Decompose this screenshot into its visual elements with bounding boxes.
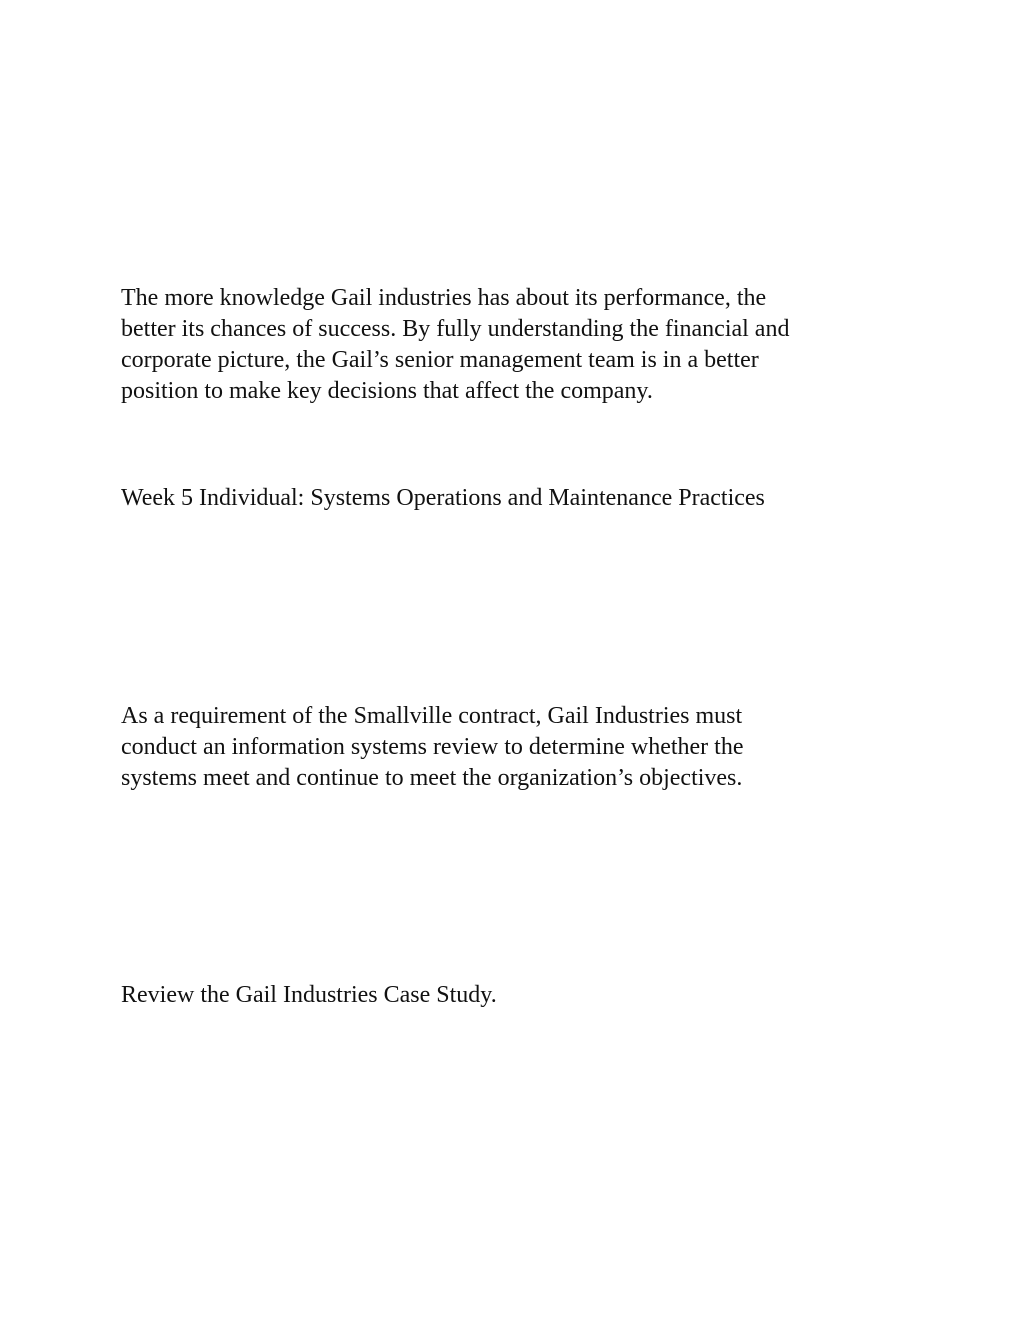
- paragraph-line: corporate picture, the Gail’s senior management team is in a better: [121, 347, 759, 373]
- assignment-heading: Week 5 Individual: Systems Operations and Maintenance Practices: [121, 485, 765, 511]
- paragraph-line: systems meet and continue to meet the organization’s objectives.: [121, 765, 743, 791]
- paragraph-line: position to make key decisions that affect the company.: [121, 378, 653, 404]
- instruction-paragraph: Review the Gail Industries Case Study.: [121, 982, 497, 1008]
- paragraph-line: better its chances of success. By fully understanding the financial and: [121, 316, 790, 342]
- requirement-paragraph: [121, 701, 901, 794]
- paragraph-line: conduct an information systems review to determine whether the: [121, 734, 744, 760]
- paragraph-line: As a requirement of the Smallville contract, Gail Industries must: [121, 703, 743, 729]
- intro-paragraph: [121, 283, 901, 407]
- paragraph-line: The more knowledge Gail industries has about its performance, the: [121, 285, 767, 311]
